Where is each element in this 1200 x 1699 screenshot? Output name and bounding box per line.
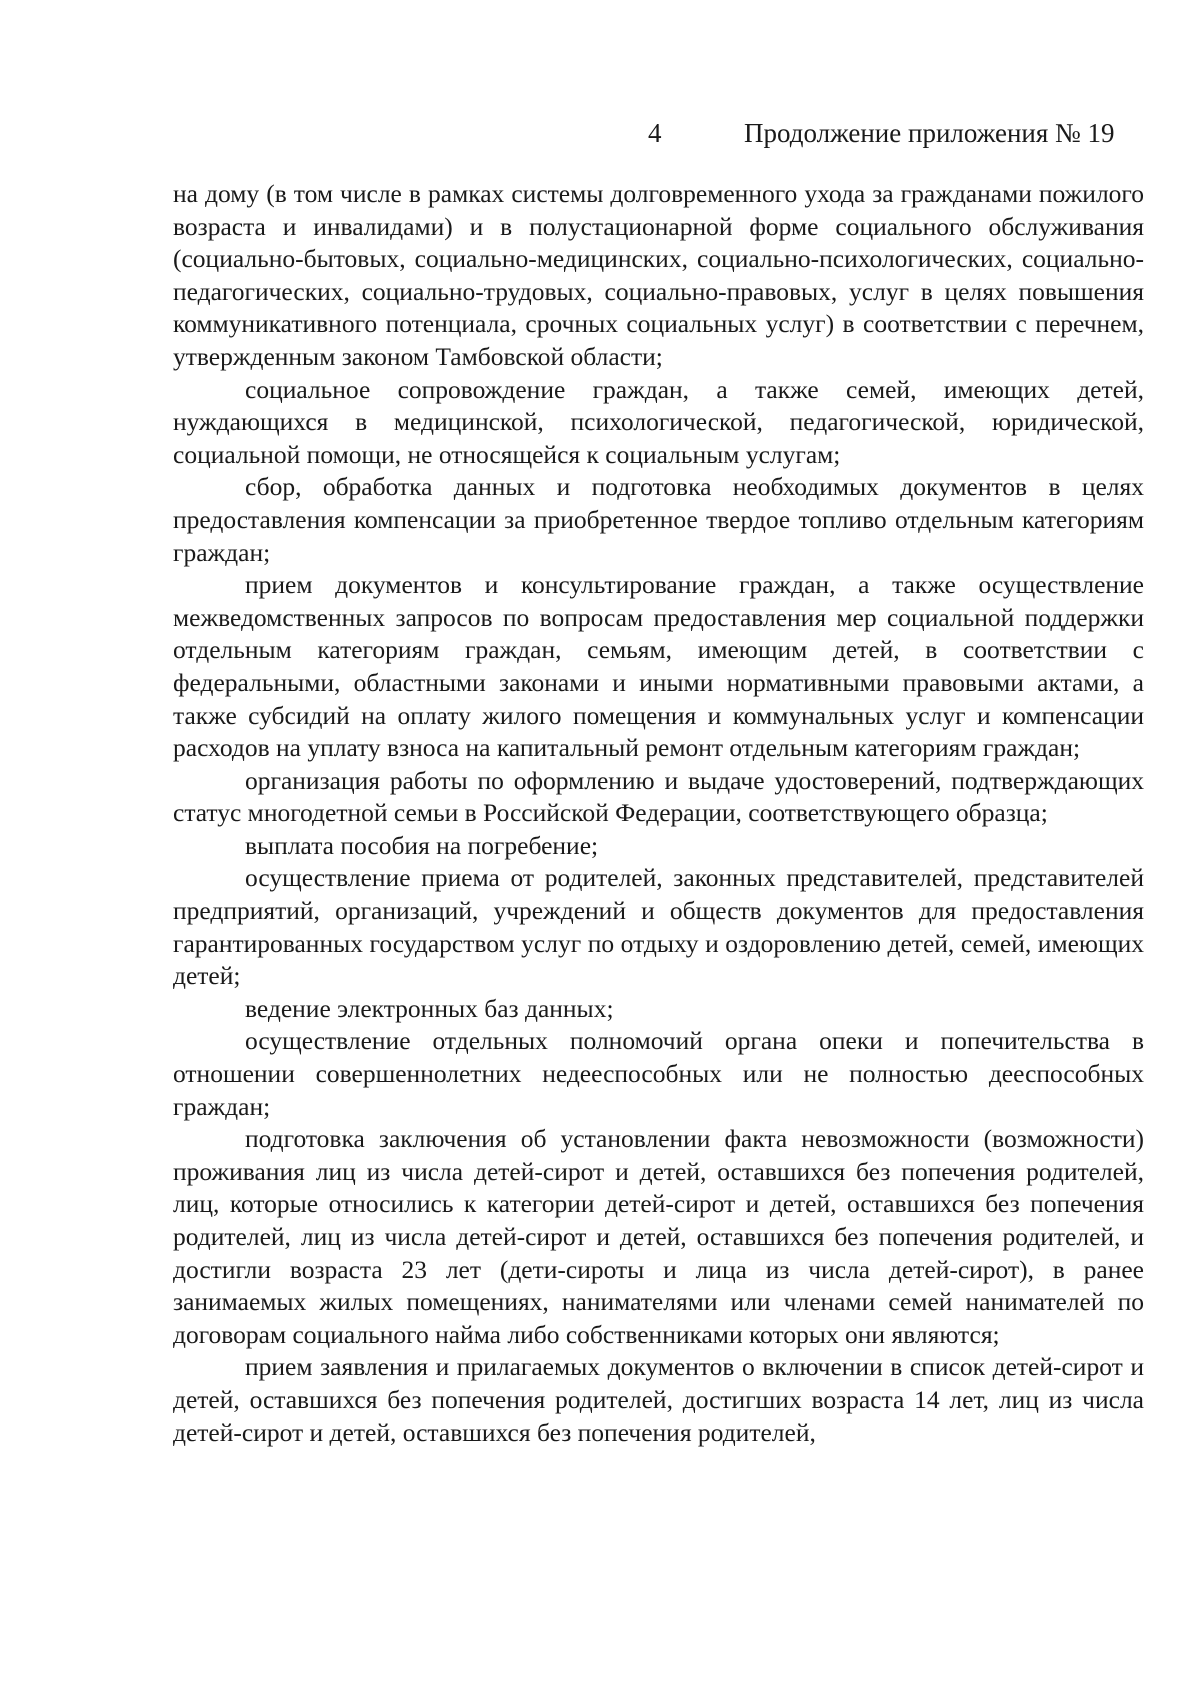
- paragraph: прием документов и консультирование граждан, а также осуществление межведомственных запросов по вопросам предоставления мер социальной поддержки отдельным категориям граждан, семьям, имеющим детей, в соответствии с федеральными, областными законами и иными нормативными правовыми актами, а также субсидий на оплату жилого помещения и коммунальных услуг и компенсации расходов на уплату взноса на капитальный ремонт отдельным категориям граждан;: [173, 570, 1144, 763]
- paragraph: на дому (в том числе в рамках системы долговременного ухода за гражданами пожилого возраста и инвалидами) и в полустационарной форме социального обслуживания (социально-бытовых, социально-медицинских, социально-психологических, социально-педагогических, социально-трудовых, социально-правовых, услуг в целях повышения коммуникативного потенциала, срочных социальных услуг) в соответствии с перечнем, утвержденным законом Тамбовской области;: [173, 179, 1144, 371]
- document-body: [173, 178, 1144, 1449]
- page-header: [0, 113, 1200, 153]
- paragraph: сбор, обработка данных и подготовка необходимых документов в целях предоставления компенсации за приобретенное твердое топливо отдельным категориям граждан;: [173, 472, 1144, 567]
- paragraph: осуществление отдельных полномочий органа опеки и попечительства в отношении совершеннолетних недееспособных или не полностью дееспособных граждан;: [173, 1026, 1144, 1121]
- page-number: 4: [648, 118, 662, 148]
- paragraph: подготовка заключения об установлении факта невозможности (возможности) проживания лиц из числа детей-сирот и детей, оставшихся без попечения родителей, лиц, которые относились к категории детей-сирот и детей, оставшихся без попечения родителей, лиц из числа детей-сирот и детей, оставшихся без попечения родителей, и достигли возраста 23 лет (дети-сироты и лица из числа детей-сирот), в ранее занимаемых жилых помещениях, нанимателями или членами семей нанимателей по договорам социального найма либо собственниками которых они являются;: [173, 1124, 1144, 1349]
- paragraph: организация работы по оформлению и выдаче удостоверений, подтверждающих статус многодетной семьи в Российской Федерации, соответствующего образца;: [173, 765, 1144, 828]
- paragraph: ведение электронных баз данных;: [245, 993, 614, 1023]
- paragraph: осуществление приема от родителей, законных представителей, представителей предприятий, организаций, учреждений и обществ документов для предоставления гарантированных государством услуг по отдыху и оздоровлению детей, семей, имеющих детей;: [173, 863, 1144, 991]
- paragraph: прием заявления и прилагаемых документов о включении в список детей-сирот и детей, оставшихся без попечения родителей, достигших возраста 14 лет, лиц из числа детей-сирот и детей, оставшихся без попечения родителей,: [173, 1352, 1144, 1447]
- appendix-continuation-label: Продолжение приложения № 19: [744, 118, 1115, 148]
- paragraph: выплата пособия на погребение;: [245, 830, 599, 860]
- paragraph: социальное сопровождение граждан, а также семей, имеющих детей, нуждающихся в медицинской, психологической, педагогической, юридической, социальной помощи, не относящейся к социальным услугам;: [173, 374, 1144, 469]
